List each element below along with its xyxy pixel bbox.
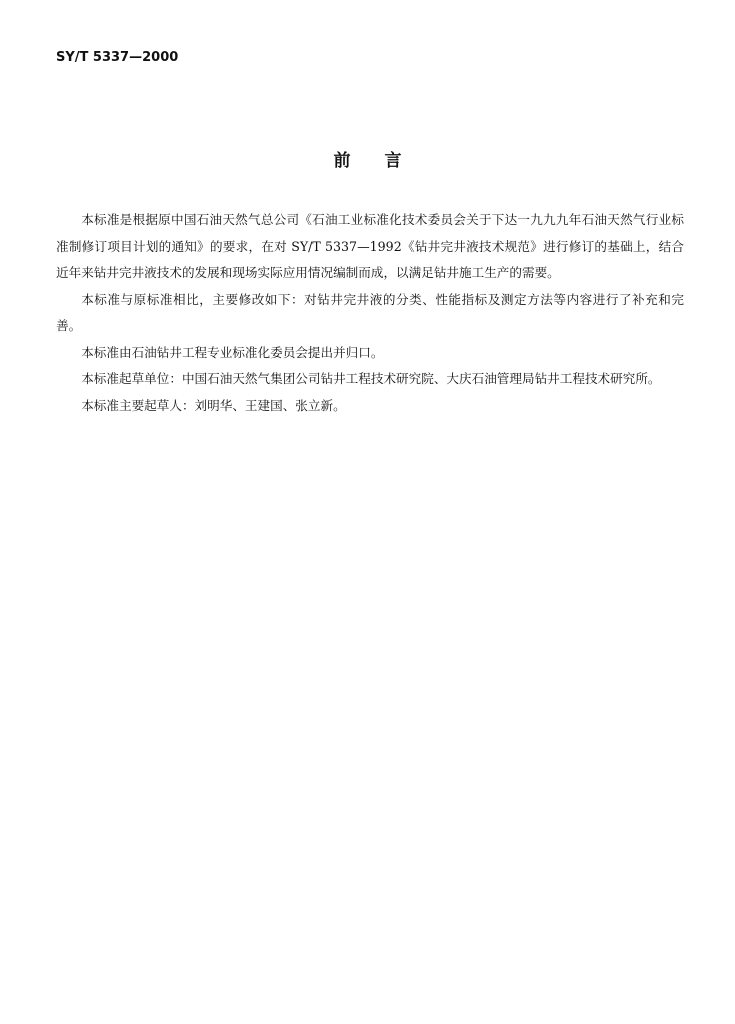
paragraph-1: 本标准是根据原中国石油天然气总公司《石油工业标准化技术委员会关于下达一九九九年石油天然气行业标准制修订项目计划的通知》的要求，在对 SY/T 5337—1992《钻井完井液技术规范》进行修订的基础上，结合近年来钻井完井液技术的发展和现场实际应用情况编制而成，以满足钻井施工生产的需要。 (56, 212, 684, 280)
body-text (56, 207, 684, 419)
standard-code: SY/T 5337—2000 (56, 50, 179, 65)
paragraph-2: 本标准与原标准相比，主要修改如下：对钻井完井液的分类、性能指标及测定方法等内容进行了补充和完善。 (56, 291, 684, 333)
paragraph-5: 本标准主要起草人：刘明华、王建国、张立新。 (81, 397, 346, 413)
section-title: 前言 (333, 151, 436, 171)
paragraph-3: 本标准由石油钻井工程专业标准化委员会提出并归口。 (81, 344, 384, 360)
paragraph-4: 本标准起草单位：中国石油天然气集团公司钻井工程技术研究院、大庆石油管理局钻井工程技术研究所。 (81, 371, 661, 386)
